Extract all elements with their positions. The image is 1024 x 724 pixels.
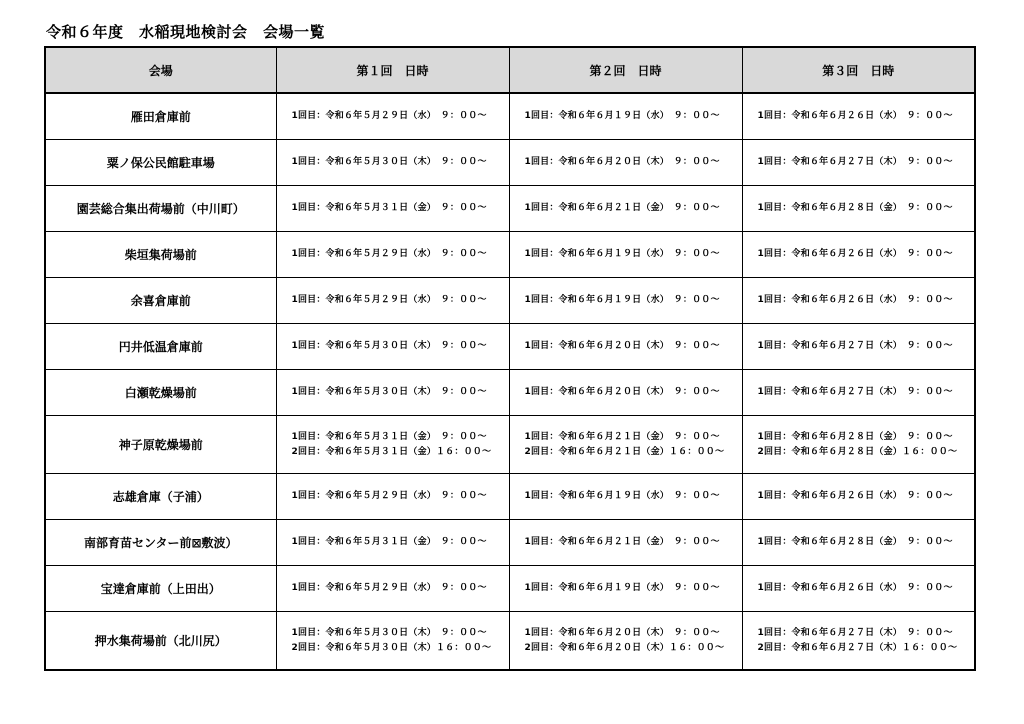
session-datetime: 1回目：令和６年５月３０日（木） ９：００～ — [291, 627, 487, 638]
session-datetime: 1回目：令和６年５月３１日（金） ９：００～ — [291, 431, 487, 442]
session-datetime: 1回目：令和６年５月２９日（水） ９：００～ — [291, 491, 487, 501]
session-datetime: 1回目：令和６年６月２０日（木） ９：００～ — [524, 627, 720, 638]
session-datetime: 1回目：令和６年５月３０日（木） ９：００～ — [291, 387, 487, 397]
session-datetime: 1回目：令和６年６月１９日（水） ９：００～ — [524, 111, 720, 121]
header-venue: 会場 — [45, 47, 276, 93]
venue-cell: 神子原乾燥場前 — [45, 416, 276, 474]
round-3-datetime-cell — [742, 520, 975, 566]
session-datetime: 1回目：令和６年６月２６日（水） ９：００～ — [757, 295, 953, 305]
round-1-datetime-cell — [276, 566, 509, 612]
session-datetime: 1回目：令和６年６月２７日（木） ９：００～ — [757, 341, 953, 351]
session-datetime: 1回目：令和６年５月３０日（木） ９：００～ — [291, 341, 487, 351]
session-datetime: 1回目：令和６年６月２１日（金） ９：００～ — [524, 203, 720, 213]
round-1-datetime-cell — [276, 520, 509, 566]
venue-cell: 余喜倉庫前 — [45, 278, 276, 324]
session-datetime: 1回目：令和６年６月２０日（木） ９：００～ — [524, 387, 720, 397]
session-datetime: 2回目：令和６年６月２１日（金）１６：００～ — [524, 446, 725, 457]
round-2-datetime-cell — [509, 324, 742, 370]
round-2-datetime-cell — [509, 566, 742, 612]
session-datetime: 1回目：令和６年６月２０日（木） ９：００～ — [524, 157, 720, 167]
header-round-3: 第３回 日時 — [742, 47, 975, 93]
session-datetime: 1回目：令和６年６月２６日（水） ９：００～ — [757, 491, 953, 501]
table-row — [45, 140, 975, 186]
header-round-1: 第１回 日時 — [276, 47, 509, 93]
session-datetime: 1回目：令和６年６月２７日（木） ９：００～ — [757, 627, 953, 638]
session-datetime: 1回目：令和６年６月１９日（水） ９：００～ — [524, 583, 720, 593]
round-3-datetime-cell — [742, 416, 975, 474]
table-row — [45, 474, 975, 520]
round-1-datetime-cell — [276, 232, 509, 278]
header-round-2: 第２回 日時 — [509, 47, 742, 93]
session-datetime: 1回目：令和６年５月３１日（金） ９：００～ — [291, 537, 487, 547]
round-3-datetime-cell — [742, 278, 975, 324]
session-datetime: 1回目：令和６年５月２９日（水） ９：００～ — [291, 249, 487, 259]
table-row — [45, 520, 975, 566]
round-3-datetime-cell — [742, 612, 975, 671]
round-1-datetime-cell — [276, 93, 509, 140]
table-row — [45, 324, 975, 370]
round-2-datetime-cell — [509, 370, 742, 416]
round-1-datetime-cell — [276, 278, 509, 324]
round-2-datetime-cell — [509, 140, 742, 186]
round-2-datetime-cell — [509, 474, 742, 520]
round-1-datetime-cell — [276, 370, 509, 416]
session-datetime: 1回目：令和６年６月１９日（水） ９：００～ — [524, 295, 720, 305]
session-datetime: 1回目：令和６年６月２８日（金） ９：００～ — [757, 203, 953, 213]
round-1-datetime-cell — [276, 186, 509, 232]
venue-cell: 雁田倉庫前 — [45, 93, 276, 140]
round-2-datetime-cell — [509, 186, 742, 232]
round-1-datetime-cell — [276, 140, 509, 186]
venue-cell: 粟ノ保公民館駐車場 — [45, 140, 276, 186]
table-row — [45, 186, 975, 232]
venue-cell: 白瀬乾燥場前 — [45, 370, 276, 416]
session-datetime: 1回目：令和６年６月２１日（金） ９：００～ — [524, 431, 720, 442]
session-datetime: 1回目：令和６年６月２６日（水） ９：００～ — [757, 249, 953, 259]
session-datetime: 1回目：令和６年５月２９日（水） ９：００～ — [291, 295, 487, 305]
session-datetime: 1回目：令和６年５月２９日（水） ９：００～ — [291, 583, 487, 593]
round-3-datetime-cell — [742, 370, 975, 416]
session-datetime: 2回目：令和６年６月２７日（木）１６：００～ — [757, 642, 958, 653]
page-title: 令和６年度 水稲現地検討会 会場一覧 — [46, 23, 326, 41]
session-datetime: 1回目：令和６年６月２７日（木） ９：００～ — [757, 157, 953, 167]
session-datetime: 1回目：令和６年６月１９日（水） ９：００～ — [524, 491, 720, 501]
round-3-datetime-cell — [742, 186, 975, 232]
round-3-datetime-cell — [742, 566, 975, 612]
round-2-datetime-cell — [509, 416, 742, 474]
round-2-datetime-cell — [509, 520, 742, 566]
round-2-datetime-cell — [509, 232, 742, 278]
session-datetime: 2回目：令和６年６月２０日（木）１６：００～ — [524, 642, 725, 653]
round-3-datetime-cell — [742, 93, 975, 140]
session-datetime: 1回目：令和６年６月２７日（木） ９：００～ — [757, 387, 953, 397]
session-datetime: 1回目：令和６年５月２９日（水） ９：００～ — [291, 111, 487, 121]
session-datetime: 2回目：令和６年６月２８日（金）１６：００～ — [757, 446, 958, 457]
session-datetime: 1回目：令和６年６月２０日（木） ９：００～ — [524, 341, 720, 351]
round-2-datetime-cell — [509, 612, 742, 671]
round-3-datetime-cell — [742, 232, 975, 278]
round-3-datetime-cell — [742, 324, 975, 370]
round-1-datetime-cell — [276, 474, 509, 520]
session-datetime: 1回目：令和６年６月２６日（水） ９：００～ — [757, 111, 953, 121]
venue-cell: 宝達倉庫前（上田出） — [45, 566, 276, 612]
table-row — [45, 370, 975, 416]
header-row — [45, 47, 975, 93]
round-2-datetime-cell — [509, 278, 742, 324]
session-datetime: 2回目：令和６年５月３０日（木）１６：００～ — [291, 642, 492, 653]
round-1-datetime-cell — [276, 324, 509, 370]
session-datetime: 1回目：令和６年６月２８日（金） ９：００～ — [757, 431, 953, 442]
session-datetime: 1回目：令和６年５月３０日（木） ９：００～ — [291, 157, 487, 167]
session-datetime: 1回目：令和６年６月２１日（金） ９：００～ — [524, 537, 720, 547]
venue-cell: 南部育苗センター前⊠敷波） — [45, 520, 276, 566]
venue-cell: 柴垣集荷場前 — [45, 232, 276, 278]
table-row — [45, 612, 975, 671]
table-row — [45, 416, 975, 474]
session-datetime: 1回目：令和６年６月２６日（水） ９：００～ — [757, 583, 953, 593]
round-2-datetime-cell — [509, 93, 742, 140]
round-3-datetime-cell — [742, 140, 975, 186]
session-datetime: 1回目：令和６年６月２８日（金） ９：００～ — [757, 537, 953, 547]
table-row — [45, 93, 975, 140]
venue-cell: 志雄倉庫（子浦） — [45, 474, 276, 520]
round-1-datetime-cell — [276, 612, 509, 671]
table-row — [45, 232, 975, 278]
table-row — [45, 566, 975, 612]
venue-cell: 円井低温倉庫前 — [45, 324, 276, 370]
round-1-datetime-cell — [276, 416, 509, 474]
table-row — [45, 278, 975, 324]
session-datetime: 2回目：令和６年５月３１日（金）１６：００～ — [291, 446, 492, 457]
venue-cell: 押水集荷場前（北川尻） — [45, 612, 276, 671]
session-datetime: 1回目：令和６年５月３１日（金） ９：００～ — [291, 203, 487, 213]
venue-cell: 園芸総合集出荷場前（中川町） — [45, 186, 276, 232]
venue-schedule-table — [44, 46, 976, 671]
table-body — [45, 93, 975, 670]
session-datetime: 1回目：令和６年６月１９日（水） ９：００～ — [524, 249, 720, 259]
round-3-datetime-cell — [742, 474, 975, 520]
